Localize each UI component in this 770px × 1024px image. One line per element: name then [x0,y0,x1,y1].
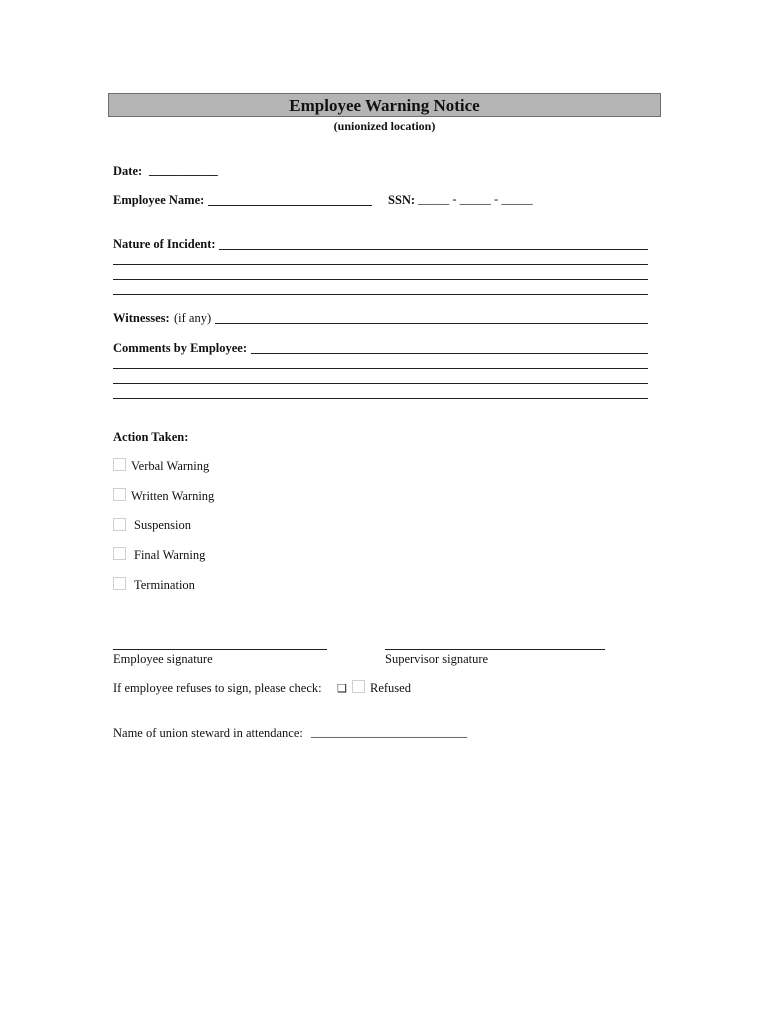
final-warning-checkbox[interactable] [113,547,126,560]
comments-line-1[interactable] [251,353,648,354]
action-label: Action Taken: [113,430,189,444]
witnesses-line[interactable] [215,323,648,324]
termination-checkbox[interactable] [113,577,126,590]
supervisor-signature-label: Supervisor signature [385,652,489,666]
comments-label: Comments by Employee: [113,341,248,355]
employee-signature-label: Employee signature [113,652,213,666]
final-warning-label: Final Warning [134,548,206,562]
date-label: Date: [113,164,143,178]
refuse-prompt: If employee refuses to sign, please check: [113,681,322,695]
employee-signature-line[interactable] [113,649,327,650]
incident-line-3[interactable] [113,279,648,280]
incident-label: Nature of Incident: [113,237,216,251]
page-title: Employee Warning Notice [108,93,661,117]
ssn-label: SSN: [388,193,416,207]
written-warning-checkbox[interactable] [113,488,126,501]
witnesses-note: (if any) [174,311,212,325]
ssn-field[interactable]: _____ - _____ - _____ [418,192,533,206]
suspension-checkbox[interactable] [113,518,126,531]
comments-line-2[interactable] [113,368,648,369]
refused-checkbox[interactable] [352,680,365,693]
comments-line-3[interactable] [113,383,648,384]
refused-label: Refused [370,681,411,695]
steward-label: Name of union steward in attendance: [113,726,303,740]
employee-name-label: Employee Name: [113,193,205,207]
date-field[interactable]: ___________ [149,163,218,177]
verbal-warning-checkbox[interactable] [113,458,126,471]
termination-label: Termination [134,578,195,592]
incident-line-1[interactable] [219,249,648,250]
verbal-warning-label: Verbal Warning [131,459,210,473]
incident-line-4[interactable] [113,294,648,295]
supervisor-signature-line[interactable] [385,649,605,650]
written-warning-label: Written Warning [131,489,215,503]
suspension-label: Suspension [134,518,191,532]
steward-field[interactable]: _________________________ [311,725,468,739]
employee-name-field[interactable] [208,205,372,206]
page-subtitle: (unionized location) [333,119,436,133]
witnesses-label: Witnesses: [113,311,170,325]
checkbox-bullet-icon: ❑ [337,683,347,695]
comments-line-4[interactable] [113,398,648,399]
incident-line-2[interactable] [113,264,648,265]
